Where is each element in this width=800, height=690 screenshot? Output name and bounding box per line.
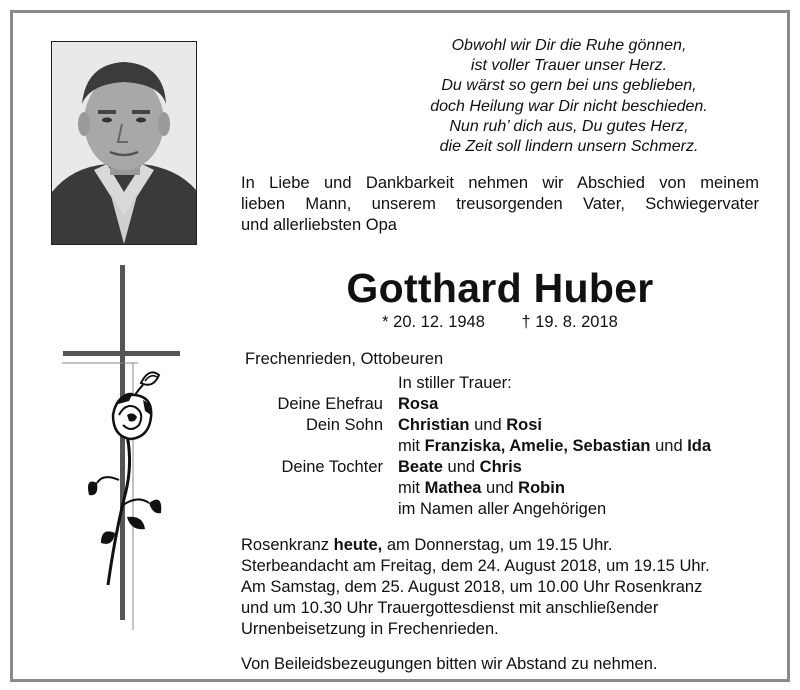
mourner-name: Beate bbox=[398, 458, 443, 476]
service-line: Sterbeandacht am Freitag, dem 24. August 2018, um 19.15 Uhr. bbox=[241, 557, 710, 575]
mourner-row bbox=[13, 457, 787, 478]
service-text: Rosenkranz bbox=[241, 536, 334, 554]
conjunction: und bbox=[447, 458, 476, 476]
mourner-name: Franziska, Amelie, Sebastian bbox=[424, 437, 651, 455]
poem bbox=[383, 36, 755, 157]
service-text: am Donnerstag, um 19.15 Uhr. bbox=[382, 536, 613, 554]
poem-line: Nun ruh’ dich aus, Du gutes Herz, bbox=[449, 117, 689, 135]
mourner-names bbox=[398, 436, 711, 457]
poem-line: ist voller Trauer unser Herz. bbox=[470, 57, 668, 75]
poem-line: doch Heilung war Dir nicht beschieden. bbox=[430, 97, 708, 115]
deceased-name: Gotthard Huber bbox=[346, 265, 654, 311]
service-highlight: heute, bbox=[333, 536, 383, 554]
death-date: † 19. 8. 2018 bbox=[521, 313, 618, 331]
mourners-heading: In stiller Trauer: bbox=[398, 374, 512, 392]
intro-line: In Liebe und Dankbarkeit nehmen wir Abschied von meinem bbox=[241, 174, 759, 192]
conjunction: und bbox=[655, 437, 683, 455]
mourner-name: Christian bbox=[398, 416, 470, 434]
service-line: und um 10.30 Uhr Trauergottesdienst mit anschließender bbox=[241, 599, 659, 617]
mourner-row bbox=[13, 394, 787, 415]
mourner-row bbox=[13, 436, 787, 457]
mourner-names bbox=[398, 478, 565, 499]
mourner-row bbox=[13, 415, 787, 436]
residence-place: Frechenrieden, Ottobeuren bbox=[245, 350, 444, 368]
conjunction: und bbox=[474, 416, 502, 434]
conjunction: mit bbox=[398, 437, 420, 455]
relation-label: Deine Tochter bbox=[281, 458, 383, 476]
mourner-name: Rosi bbox=[506, 416, 542, 434]
mourner-names bbox=[398, 457, 522, 478]
mourner-name: Mathea bbox=[424, 479, 482, 497]
life-dates bbox=[241, 312, 759, 332]
service-line bbox=[241, 535, 761, 556]
mourner-names bbox=[398, 394, 438, 415]
mourner-row bbox=[13, 478, 787, 499]
birth-date: * 20. 12. 1948 bbox=[382, 313, 485, 331]
poem-line: Obwohl wir Dir die Ruhe gönnen, bbox=[451, 37, 687, 54]
intro-text bbox=[241, 173, 759, 236]
poem-line: Du wärst so gern bei uns geblieben, bbox=[441, 77, 697, 95]
mourner-name: Rosa bbox=[398, 395, 439, 413]
mourner-name: Robin bbox=[518, 479, 565, 497]
service-line: Am Samstag, dem 25. August 2018, um 10.00 Uhr Rosenkranz bbox=[241, 578, 703, 596]
mourner-name: Ida bbox=[687, 437, 712, 455]
mourner-name: Chris bbox=[479, 458, 522, 476]
conjunction: mit bbox=[398, 479, 420, 497]
service-line: Urnenbeisetzung in Frechenrieden. bbox=[241, 620, 499, 638]
relation-label: Deine Ehefrau bbox=[277, 395, 383, 413]
obituary-frame bbox=[10, 10, 790, 682]
intro-line: lieben Mann, unserem treusorgenden Vater, Schwiegervater bbox=[241, 195, 759, 213]
conjunction: und bbox=[486, 479, 514, 497]
relatives-note: im Namen aller Angehörigen bbox=[398, 500, 607, 518]
relation-label: Dein Sohn bbox=[305, 416, 383, 434]
mourner-names bbox=[398, 415, 542, 436]
mourners-heading-row bbox=[13, 373, 787, 394]
poem-line: die Zeit soll lindern unsern Schmerz. bbox=[439, 138, 699, 156]
intro-line: und allerliebsten Opa bbox=[241, 216, 397, 234]
closing-note: Von Beileidsbezeugungen bitten wir Abstand zu nehmen. bbox=[241, 655, 658, 673]
portrait-photo bbox=[51, 41, 197, 245]
mourner-row bbox=[13, 499, 787, 520]
service-details bbox=[241, 535, 761, 640]
